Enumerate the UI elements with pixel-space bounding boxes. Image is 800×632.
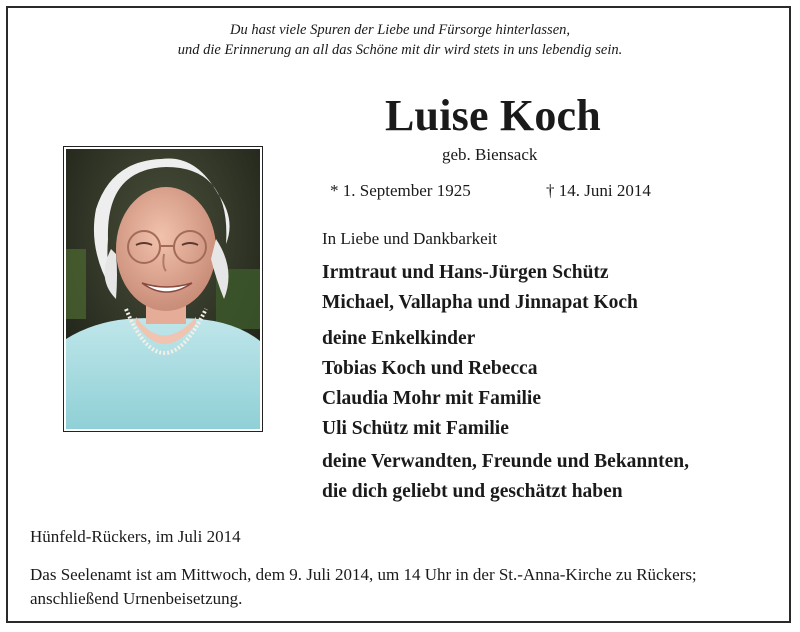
verse-line: und die Erinnerung an all das Schöne mit dir wird stets in uns lebendig sein. — [177, 42, 623, 58]
mourner-line: Uli Schütz mit Familie — [322, 418, 509, 439]
portrait-photo — [63, 146, 263, 432]
mourner-line: Claudia Mohr mit Familie — [322, 388, 542, 409]
mourner-line: Irmtraut und Hans-Jürgen Schütz — [322, 262, 609, 283]
death-date: † 14. Juni 2014 — [546, 181, 651, 200]
birth-date: * 1. September 1925 — [330, 181, 471, 200]
children-group — [322, 258, 638, 318]
memorial-verse — [0, 20, 800, 60]
relatives-group — [322, 447, 689, 507]
place-date: Hünfeld-Rückers, im Juli 2014 — [30, 527, 241, 546]
notice-line: Das Seelenamt ist am Mittwoch, dem 9. Juli 2014, um 14 Uhr in der St.-Anna-Kirche zu Rückers; — [30, 565, 697, 584]
deceased-name: Luise Koch — [385, 91, 601, 140]
mourner-line: Tobias Koch und Rebecca — [322, 358, 538, 379]
mourner-line: die dich geliebt und geschätzt haben — [322, 481, 623, 502]
verse-line: Du hast viele Spuren der Liebe und Fürsorge hinterlassen, — [229, 22, 571, 38]
grandchildren-group — [322, 324, 541, 444]
mourner-line: deine Enkelkinder — [322, 328, 476, 349]
mourner-line: Michael, Vallapha und Jinnapat Koch — [322, 292, 638, 313]
service-notice — [30, 563, 697, 611]
mourner-line: deine Verwandten, Freunde und Bekannten, — [322, 451, 689, 472]
maiden-name: geb. Biensack — [442, 145, 538, 164]
notice-line: anschließend Urnenbeisetzung. — [30, 589, 243, 608]
mourners-intro: In Liebe und Dankbarkeit — [322, 229, 498, 248]
portrait-photo-icon — [66, 149, 260, 429]
